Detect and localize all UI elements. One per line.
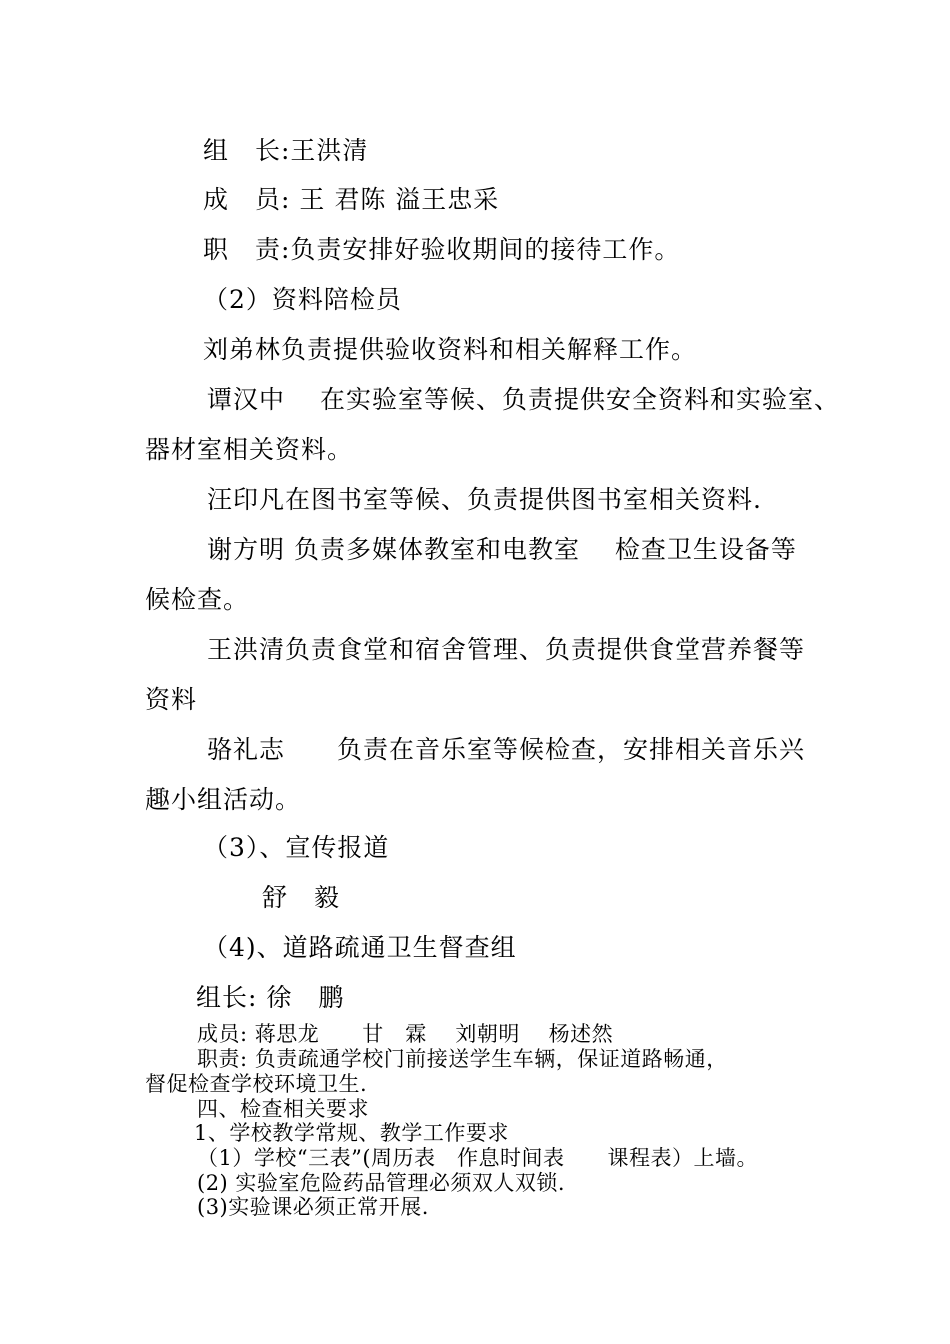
paragraph-line: 资料: [145, 685, 198, 714]
paragraph-line: 督促检查学校环境卫生.: [145, 1072, 368, 1096]
team-leader-line: 组 长:王洪清: [203, 136, 369, 165]
paragraph-line: 刘弟林负责提供验收资料和相关解释工作。: [203, 335, 698, 364]
paragraph-line: 职责: 负责疏通学校门前接送学生车辆，保证道路畅通，: [197, 1047, 728, 1071]
paragraph-line: 组长: 徐 鹏: [196, 983, 345, 1012]
paragraph-line: 候检查。: [145, 585, 250, 614]
paragraph-line: 趣小组活动。: [145, 785, 302, 814]
paragraph-line: (3)实验课必须正常开展.: [197, 1195, 429, 1219]
paragraph-line: 王洪清负责食堂和宿舍管理、负责提供食堂营养餐等: [207, 635, 806, 664]
subsection-heading: 1、学校教学常规、教学工作要求: [194, 1121, 509, 1145]
paragraph-line: (2) 实验室危险药品管理必须双人双锁.: [197, 1171, 566, 1195]
section-4-heading: （4)、道路疏通卫生督查组: [203, 933, 517, 962]
section-3-heading: （3）、宣传报道: [203, 833, 390, 862]
paragraph-line: 汪印凡在图书室等候、负责提供图书室相关资料.: [207, 485, 762, 514]
team-members-line: 成 员: 王 君陈 溢王忠采: [203, 185, 500, 214]
paragraph-line: 成员: 蒋思龙 甘 霖 刘朝明 杨述然: [197, 1022, 614, 1046]
paragraph-line: 骆礼志 负责在音乐室等候检查，安排相关音乐兴: [207, 735, 806, 764]
paragraph-line: 器材室相关资料。: [145, 435, 354, 464]
team-duty-line: 职 责:负责安排好验收期间的接待工作。: [203, 235, 681, 264]
section-heading: 四、检查相关要求: [197, 1097, 369, 1121]
section-2-heading: （2）资料陪检员: [203, 285, 402, 314]
paragraph-line: 舒 毅: [262, 883, 341, 912]
paragraph-line: （1）学校“三表”(周历表 作息时间表 课程表）上墙。: [197, 1146, 759, 1170]
paragraph-line: 谭汉中 在实验室等候、负责提供安全资料和实验室、: [207, 385, 840, 414]
paragraph-line: 谢方明 负责多媒体教室和电教室 检查卫生设备等: [207, 535, 797, 564]
